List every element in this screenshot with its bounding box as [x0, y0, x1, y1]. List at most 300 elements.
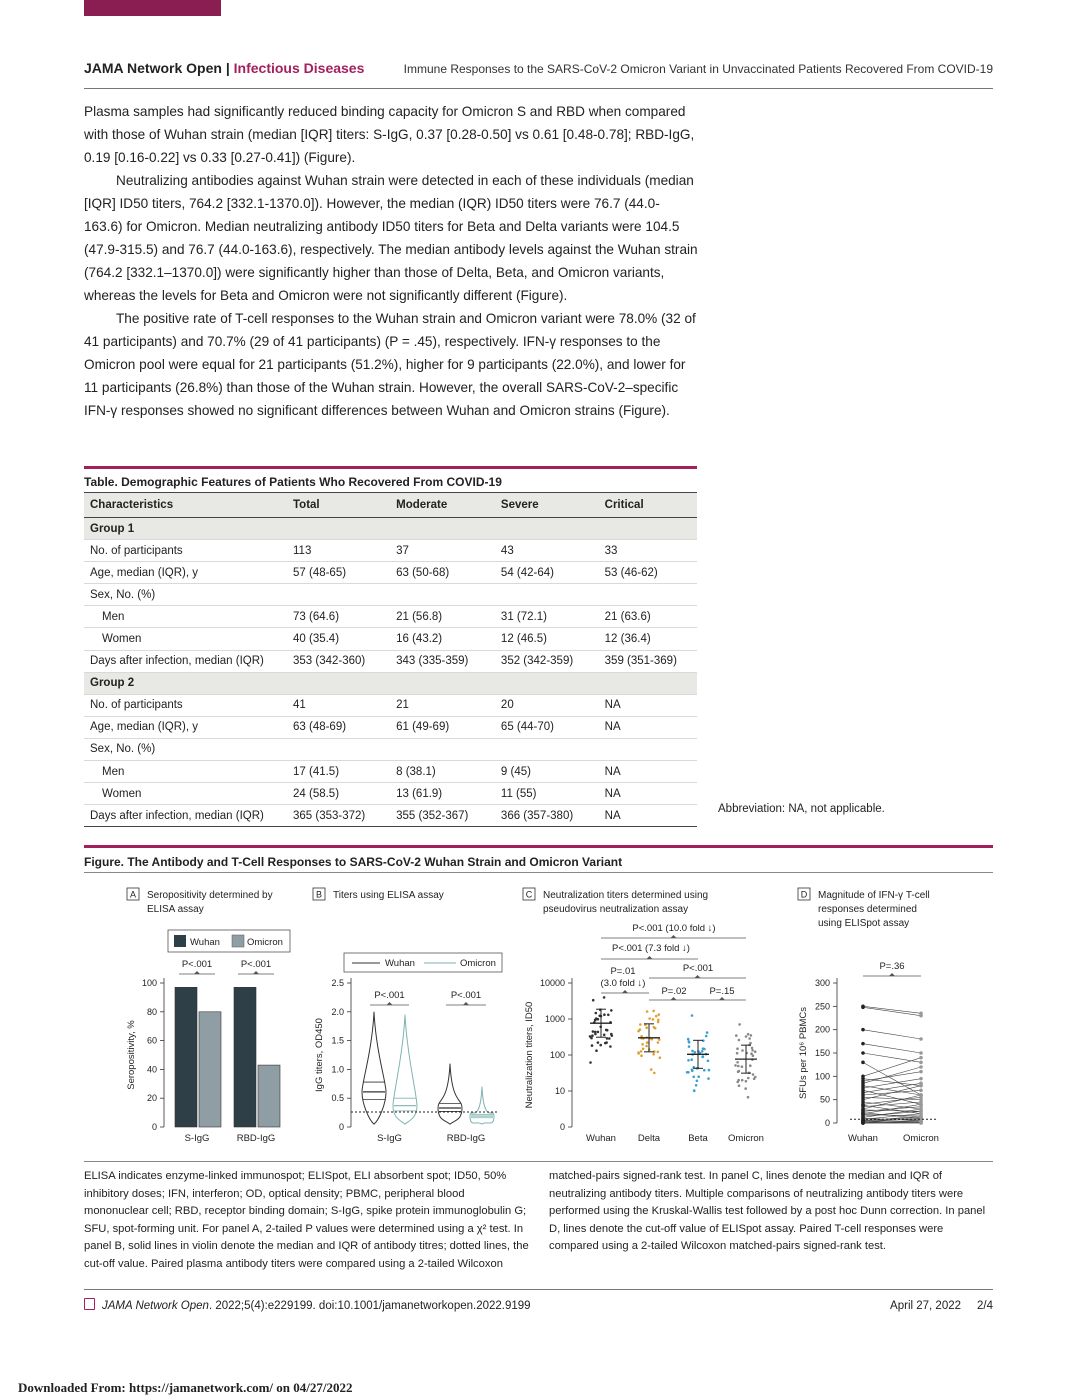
figure-panels: [84, 872, 993, 1162]
panel-c-point: [605, 1041, 608, 1044]
panel-d-pair-line: [863, 1044, 921, 1053]
table-row: [84, 783, 697, 805]
panel-c-y-tick-label: 100: [549, 1050, 565, 1060]
violin-wuhan-rbd-igg: [438, 1064, 462, 1124]
panel-c-point: [603, 1034, 606, 1037]
panel-d-y-tick-label: 150: [814, 1048, 830, 1058]
table-cell: Sex, No. (%): [84, 584, 287, 606]
table-cell: [390, 738, 495, 760]
table-cell: 8 (38.1): [390, 761, 495, 783]
table-cell: [287, 584, 390, 606]
table-cell: 21: [390, 694, 495, 716]
panel-d-point-wuhan: [861, 1005, 865, 1009]
table-group-row: [84, 672, 697, 694]
table-cell: 73 (64.6): [287, 606, 390, 628]
panel-c-point: [652, 1018, 655, 1021]
table-cell: [287, 672, 390, 694]
panel-c-point: [658, 1038, 661, 1041]
panel-c-point: [639, 1028, 642, 1031]
page-footer: [84, 1289, 993, 1320]
panel-d-pair-line: [863, 1072, 921, 1081]
panel-d-pair-line: [863, 1006, 921, 1013]
download-note: Downloaded From: https://jamanetwork.com/ on 04/27/2022: [18, 1380, 353, 1395]
table-cell: 24 (58.5): [287, 783, 390, 805]
panel-c-point: [657, 1041, 660, 1044]
panel-c-point: [697, 1075, 700, 1078]
panel-d-point-wuhan: [861, 1061, 865, 1065]
panel-c-point: [744, 1087, 747, 1090]
panel-c-point: [736, 1081, 739, 1084]
panel-c-point: [736, 1052, 739, 1055]
panel-c-point: [750, 1052, 753, 1055]
running-title: Immune Responses to the SARS-CoV-2 Omicron Variant in Unvaccinated Patients Recovered From COVID-19: [403, 62, 993, 76]
panel-d-point-omicron: [919, 1037, 923, 1041]
table-cell: 365 (353-372): [287, 805, 390, 827]
panel-c-bracket-mark: [671, 935, 677, 938]
panel-c-point: [590, 1037, 593, 1040]
legend-label-wuhan: Wuhan: [385, 958, 415, 969]
panel-c-point: [607, 1014, 610, 1017]
panel-c-point: [639, 1023, 642, 1026]
panel-d-y-tick-label: 300: [814, 978, 830, 988]
journal-name: JAMA Network Open: [84, 60, 222, 76]
table-row: [84, 606, 697, 628]
panel-c-point: [637, 1052, 640, 1055]
panel-c-point: [688, 1045, 691, 1048]
panel-d-point-omicron: [919, 1070, 923, 1074]
table-cell: 37: [390, 540, 495, 562]
panel-d-x-tick-label: Omicron: [903, 1133, 939, 1144]
table-cell: NA: [599, 783, 697, 805]
panel-c-point: [645, 1026, 648, 1029]
panel-c-point: [690, 1058, 693, 1061]
panel-c-point: [653, 1026, 656, 1029]
panel-c-point: [603, 1013, 606, 1016]
caption-right: matched-pairs signed-rank test. In panel C, lines denote the median and IQR of neutralizing antibody titers. Multiple comparisons of neutralizing antibody titers were performed using the Kruskal-Wallis test followed by a post hoc Dunn correction. In panel D, lines denote the cut-off value of ELISpot assay. Paired T-cell responses were compared using a 2-tailed Wilcoxon matched-pairs signed-rank test.: [549, 1170, 986, 1253]
panel-c-point: [645, 1045, 648, 1048]
panel-c-p-value: P<.001 (10.0 fold ↓): [632, 923, 716, 934]
panel-a-x-tick-label: S-IgG: [184, 1133, 210, 1144]
panel-d-point-omicron: [919, 1077, 923, 1081]
figure-title: Figure. The Antibody and T-Cell Responses to SARS-CoV-2 Wuhan Strain and Omicron Variant: [84, 845, 993, 869]
panel-c-point: [747, 1077, 750, 1080]
panel-c-point: [594, 1031, 597, 1034]
table-cell: 65 (44-70): [495, 716, 599, 738]
panel-c-point: [707, 1077, 710, 1080]
table-cell: [495, 738, 599, 760]
legend-label-wuhan: Wuhan: [190, 937, 220, 948]
panel-d-title: Magnitude of IFN-γ T-cell: [818, 890, 930, 901]
panel-a-y-tick-label: 100: [141, 978, 157, 988]
panel-b-y-tick-label: 2.0: [331, 1006, 344, 1017]
table-cell: Women: [84, 628, 287, 650]
table-cell: 355 (352-367): [390, 805, 495, 827]
panel-d-letter: D: [800, 889, 808, 900]
panel-b-x-tick-label: RBD-IgG: [446, 1133, 486, 1144]
panel-c-letter: C: [525, 889, 533, 900]
panel-d-pair-line: [863, 1053, 921, 1062]
panel-c-point: [609, 1045, 612, 1048]
panel-c-point: [687, 1038, 690, 1041]
panel-c-point: [589, 1061, 592, 1064]
panel-b-bracket-mark: [387, 1002, 393, 1005]
panel-d-bracket-mark: [889, 973, 895, 976]
panel-b-y-tick-label: 1.0: [331, 1064, 344, 1075]
panel-c-y-tick-label: 1000: [544, 1014, 565, 1024]
panel-c-point: [747, 1096, 750, 1099]
demographics-table: [84, 492, 697, 827]
panel-c-point: [749, 1064, 752, 1067]
panel-c-point: [691, 1050, 694, 1053]
table-cell: [287, 738, 390, 760]
table-cell: No. of participants: [84, 540, 287, 562]
panel-d-pair-line: [863, 1067, 921, 1083]
panel-d-p-value: P=.36: [879, 961, 905, 972]
panel-a-y-tick-label: 60: [146, 1035, 157, 1046]
panel-c-point: [594, 1019, 597, 1022]
column-header: Characteristics: [84, 493, 287, 518]
panel-d-point-omicron: [919, 1051, 923, 1055]
panel-c-point: [708, 1069, 711, 1072]
table-cell: 53 (46-62): [599, 562, 697, 584]
panel-a-y-tick-label: 40: [146, 1064, 157, 1075]
table-cell: 54 (42-64): [495, 562, 599, 584]
table-cell: Women: [84, 783, 287, 805]
panel-c-point: [741, 1065, 744, 1068]
panel-c-point: [659, 1056, 662, 1059]
panel-c-point: [687, 1059, 690, 1062]
panel-c-point: [750, 1034, 753, 1037]
table-cell: 16 (43.2): [390, 628, 495, 650]
table-cell: [495, 672, 599, 694]
panel-c-point: [642, 1048, 645, 1051]
panel-c-point: [591, 1044, 594, 1047]
table-row: [84, 694, 697, 716]
panel-c-y-label: Neutralization titers, ID50: [524, 1001, 535, 1109]
citation-details: . 2022;5(4):e229199. doi:10.1001/jamanetworkopen.2022.9199: [208, 1300, 531, 1312]
panel-c-point: [603, 996, 606, 999]
panel-d-pair-line: [863, 1079, 921, 1088]
table-cell: [599, 584, 697, 606]
panel-c-point: [741, 1049, 744, 1052]
paragraph-3: The positive rate of T-cell responses to the Wuhan strain and Omicron variant were 78.0% (32 of 41 participants) and 70.7% (29 of 41 participants) (P = .45), respectively. IFN-γ responses to the Omicron pool were equal for 21 participants (51.2%), higher for 9 participants (22.0%), and lower for 11 participants (26.8%) than those of the Wuhan strain. However, the overall SARS-CoV-2–specific IFN-γ responses showed no significant differences between Wuhan and Omicron strains (Figure).: [84, 311, 696, 418]
panel-d-point-wuhan: [861, 1028, 865, 1032]
panel-b-x-tick-label: S-IgG: [377, 1133, 402, 1144]
panel-c-point: [591, 1034, 594, 1037]
panel-c-point: [597, 1041, 600, 1044]
table-cell: Sex, No. (%): [84, 738, 287, 760]
paragraph-2: Neutralizing antibodies against Wuhan strain were detected in each of these individuals (median [IQR] ID50 titers, 764.2 [332.1-1370.0]). However, the median (IQR) ID50 titers were 76.7 (44.0-163.6) for Omicron. Median neutralizing antibody ID50 titers for Beta and Delta variants were 104.5 (47.9-315.5) and 76.7 (44.0-163.6), respectively. The median antibody levels against the Wuhan strain (764.2 [332.1–1370.0]) were significantly higher than those of Delta, Beta, and Omicron variants, whereas the levels for Beta and Omicron were not significantly different (Figure).: [84, 173, 698, 303]
panel-c-p-value: P=.02: [661, 986, 687, 997]
panel-d-point-omicron: [919, 1061, 923, 1065]
table-cell: 57 (48-65): [287, 562, 390, 584]
panel-c-point: [754, 1050, 757, 1053]
panel-c-point: [736, 1061, 739, 1064]
column-header: Total: [287, 493, 390, 518]
panel-c-point: [646, 1041, 649, 1044]
panel-c-point: [738, 1023, 741, 1026]
panel-d-pair-line: [863, 1007, 921, 1015]
table-cell: Days after infection, median (IQR): [84, 650, 287, 672]
bar-omicron-rbd-igg: [258, 1065, 280, 1127]
table-title: Table. Demographic Features of Patients Who Recovered From COVID-19: [84, 466, 697, 489]
panel-c-point: [595, 1012, 598, 1015]
panel-a-y-tick-label: 80: [146, 1006, 157, 1017]
panel-c-bracket-mark: [695, 975, 701, 978]
panel-c-p-value: P<.001 (7.3 fold ↓): [612, 943, 690, 954]
table-cell: 12 (46.5): [495, 628, 599, 650]
panel-c-point: [747, 1033, 750, 1036]
table-cell: [599, 672, 697, 694]
header-separator: |: [225, 60, 230, 76]
panel-a-y-label: Seropositivity, %: [126, 1020, 137, 1090]
citation: [102, 1300, 531, 1312]
table-cell: 61 (49-69): [390, 716, 495, 738]
panel-c-point: [652, 1010, 655, 1013]
table-group-row: [84, 518, 697, 540]
panel-c-point: [737, 1065, 740, 1068]
bar-wuhan-s-igg: [175, 987, 197, 1127]
legend-label-omicron: Omicron: [247, 937, 283, 948]
panel-a-bracket-mark: [194, 971, 200, 974]
table-row: [84, 562, 697, 584]
paragraph-1: Plasma samples had significantly reduced binding capacity for Omicron S and RBD when compared with those of Wuhan strain (median [IQR] titers: S-IgG, 0.37 [0.28-0.50] vs 0.61 [0.48-0.78]; RBD-IgG, 0.19 [0.16-0.22] vs 0.33 [0.27-0.41]) (Figure).: [84, 104, 695, 165]
panel-c-point: [751, 1047, 754, 1050]
panel-c-x-tick-label: Beta: [688, 1133, 708, 1144]
body-text: [84, 100, 698, 422]
table-cell: [599, 518, 697, 540]
panel-c-point: [652, 1053, 655, 1056]
panel-b-y-label: IgG titers, OD450: [314, 1018, 325, 1092]
table-cell: 353 (342-360): [287, 650, 390, 672]
table-cell: 13 (61.9): [390, 783, 495, 805]
legend-swatch-omicron: [232, 935, 244, 947]
panel-a-p-value: P<.001: [240, 959, 272, 970]
table-cell: 31 (72.1): [495, 606, 599, 628]
panel-c-bracket-mark: [622, 990, 628, 993]
panel-d-point-omicron: [919, 1107, 923, 1111]
table-row: [84, 716, 697, 738]
table-cell: Men: [84, 761, 287, 783]
panel-c-point: [754, 1076, 757, 1079]
panel-c-point: [707, 1060, 710, 1063]
panel-c-point: [608, 1037, 611, 1040]
panel-c-point: [657, 1019, 660, 1022]
panel-d-point-omicron: [919, 1065, 923, 1069]
panel-c-point: [696, 1080, 699, 1083]
table-header-row: [84, 493, 697, 518]
table-cell: NA: [599, 805, 697, 827]
table-row: [84, 805, 697, 827]
panel-c-point: [741, 1079, 744, 1082]
caption-left: ELISA indicates enzyme-linked immunospot; ELISpot, ELI absorbent spot; ID50, 50% inhibitory doses; IFN, interferon; OD, optical density; PBMC, peripheral blood mononuclear cell; RBD, receptor binding domain; S-IgG, spike protein immunoglobulin G; SFU, spot-forming unit. For panel A, 2-tailed P values were determined using a χ² test. In panel B, solid lines in violin denote the median and IQR of antibody titres; dotted lines, the cut-off value. Paired plasma antibody titers were compared using a 2-tailed Wilcoxon: [84, 1170, 529, 1270]
violin-omicron-rbd-igg: [470, 1087, 494, 1124]
panel-c-point: [745, 1035, 748, 1038]
column-header: Critical: [599, 493, 697, 518]
panel-c-point: [703, 1048, 706, 1051]
panel-c-point: [592, 1030, 595, 1033]
panel-d-point-omicron: [919, 1056, 923, 1060]
panel-c-point: [599, 1044, 602, 1047]
panel-c-point: [745, 1080, 748, 1083]
table-cell: 41: [287, 694, 390, 716]
panel-d-point-wuhan: [861, 1121, 865, 1125]
panel-a-letter: A: [129, 889, 137, 900]
bar-wuhan-rbd-igg: [234, 987, 256, 1127]
table-cell: 9 (45): [495, 761, 599, 783]
panel-c-point: [752, 1073, 755, 1076]
table-abbreviation: Abbreviation: NA, not applicable.: [718, 803, 885, 815]
panel-a-x-tick-label: RBD-IgG: [236, 1133, 276, 1144]
panel-c-point: [646, 1010, 649, 1013]
publication-date: April 27, 2022: [890, 1300, 962, 1312]
table-cell: [599, 738, 697, 760]
table-cell: 20: [495, 694, 599, 716]
panel-c-point: [648, 1017, 651, 1020]
panel-b-y-tick-label: 1.5: [331, 1035, 344, 1046]
panel-c-y-tick-label: 10000: [539, 978, 565, 988]
panel-a-bracket-mark: [253, 971, 259, 974]
panel-c-bracket-mark: [671, 997, 677, 1000]
panel-d-y-label: SFUs per 10⁶ PBMCs: [798, 1006, 809, 1100]
panel-c-title: pseudovirus neutralization assay: [543, 904, 689, 915]
table-row: [84, 761, 697, 783]
panel-c-p-value: P=.01: [610, 966, 636, 977]
table-cell: 352 (342-359): [495, 650, 599, 672]
panel-d-title: responses determined: [818, 904, 917, 915]
page-header: [84, 60, 993, 89]
panel-b-letter: B: [315, 889, 323, 900]
panel-c-point: [705, 1035, 708, 1038]
panel-c-point: [703, 1069, 706, 1072]
panel-c-point: [692, 1076, 695, 1079]
table-cell: [495, 518, 599, 540]
panel-c-point: [595, 1049, 598, 1052]
panel-d-y-tick-label: 100: [814, 1071, 830, 1082]
table-cell: [390, 672, 495, 694]
figure-svg: [84, 873, 993, 1161]
panel-c-point: [695, 1084, 698, 1087]
panel-d-y-tick-label: 0: [824, 1118, 830, 1128]
panel-d-title: using ELISpot assay: [818, 918, 910, 929]
panel-d-point-omicron: [919, 1093, 923, 1097]
table-cell: Group 2: [84, 672, 287, 694]
table-cell: NA: [599, 694, 697, 716]
panel-c-point: [694, 1051, 697, 1054]
table-cell: 343 (335-359): [390, 650, 495, 672]
panel-c-point: [640, 1054, 643, 1057]
panel-c-point: [701, 1050, 704, 1053]
panel-c-y-tick-label: 0: [559, 1122, 565, 1132]
panel-c-bracket-mark: [647, 956, 653, 959]
citation-journal: JAMA Network Open: [102, 1300, 209, 1312]
panel-d-point-omicron: [919, 1014, 923, 1018]
panel-c-x-tick-label: Wuhan: [586, 1133, 616, 1144]
panel-c-point: [751, 1049, 754, 1052]
table-cell: No. of participants: [84, 694, 287, 716]
journal-title: [84, 60, 364, 76]
panel-d-y-tick-label: 50: [819, 1094, 830, 1105]
panel-c-x-tick-label: Omicron: [728, 1133, 764, 1144]
table-row: [84, 540, 697, 562]
table-row: [84, 584, 697, 606]
table-cell: 21 (56.8): [390, 606, 495, 628]
panel-c-point: [658, 1013, 661, 1016]
panel-b-y-tick-label: 2.5: [331, 978, 344, 988]
table-cell: 12 (36.4): [599, 628, 697, 650]
panel-c-point: [597, 1018, 600, 1021]
panel-c-fold-label: (3.0 fold ↓): [600, 978, 646, 989]
panel-c-point: [734, 1064, 737, 1067]
panel-c-point: [640, 1050, 643, 1053]
panel-c-y-tick-label: 10: [554, 1086, 565, 1096]
panel-c-p-value: P=.15: [709, 986, 735, 997]
panel-c-point: [737, 1071, 740, 1074]
table-cell: Age, median (IQR), y: [84, 716, 287, 738]
panel-c-point: [691, 1070, 694, 1073]
page-number: 2/4: [977, 1300, 993, 1312]
table-cell: 11 (55): [495, 783, 599, 805]
panel-b-y-tick-label: 0.5: [331, 1093, 344, 1104]
panel-c-title: Neutralization titers determined using: [543, 890, 709, 901]
panel-c-point: [597, 1031, 600, 1034]
panel-c-point: [650, 1068, 653, 1071]
panel-c-p-value: P<.001: [682, 963, 714, 974]
panel-d-y-tick-label: 200: [814, 1024, 830, 1035]
panel-c-point: [688, 1041, 691, 1044]
table-cell: 43: [495, 540, 599, 562]
column-header: Severe: [495, 493, 599, 518]
footer-right: [890, 1300, 993, 1312]
panel-b-p-value: P<.001: [450, 990, 482, 1001]
accent-bar: [84, 0, 221, 16]
panel-d-x-tick-label: Wuhan: [848, 1133, 878, 1144]
table-cell: Days after infection, median (IQR): [84, 805, 287, 827]
panel-c-bracket-mark: [719, 997, 725, 1000]
panel-a-title: ELISA assay: [147, 904, 204, 915]
table-cell: NA: [599, 716, 697, 738]
table-cell: [495, 584, 599, 606]
table-cell: [287, 518, 390, 540]
table-cell: 113: [287, 540, 390, 562]
table-row: [84, 738, 697, 760]
panel-a-title: Seropositivity determined by: [147, 890, 273, 901]
panel-c-point: [605, 1029, 608, 1032]
table-row: [84, 650, 697, 672]
panel-d-point-wuhan: [861, 1051, 865, 1055]
panel-c-point: [610, 1009, 613, 1012]
panel-c-point: [748, 1037, 751, 1040]
panel-c-point: [592, 999, 595, 1002]
panel-d-point-omicron: [919, 1089, 923, 1093]
section-name: Infectious Diseases: [233, 60, 365, 76]
table-cell: [390, 584, 495, 606]
panel-c-point: [736, 1047, 739, 1050]
panel-b-p-value: P<.001: [374, 990, 405, 1001]
panel-d-pair-line: [863, 1030, 921, 1039]
table-cell: 21 (63.6): [599, 606, 697, 628]
panel-c-point: [693, 1090, 696, 1093]
panel-c-point: [611, 1034, 614, 1037]
panel-c-point: [738, 1039, 741, 1042]
open-access-icon: [84, 1298, 95, 1310]
table-row: [84, 628, 697, 650]
panel-d-y-tick-label: 250: [814, 1001, 830, 1012]
panel-c-point: [653, 1072, 656, 1075]
violin-wuhan-s-igg: [362, 1012, 386, 1124]
panel-a-p-value: P<.001: [181, 959, 213, 970]
table-cell: Group 1: [84, 518, 287, 540]
